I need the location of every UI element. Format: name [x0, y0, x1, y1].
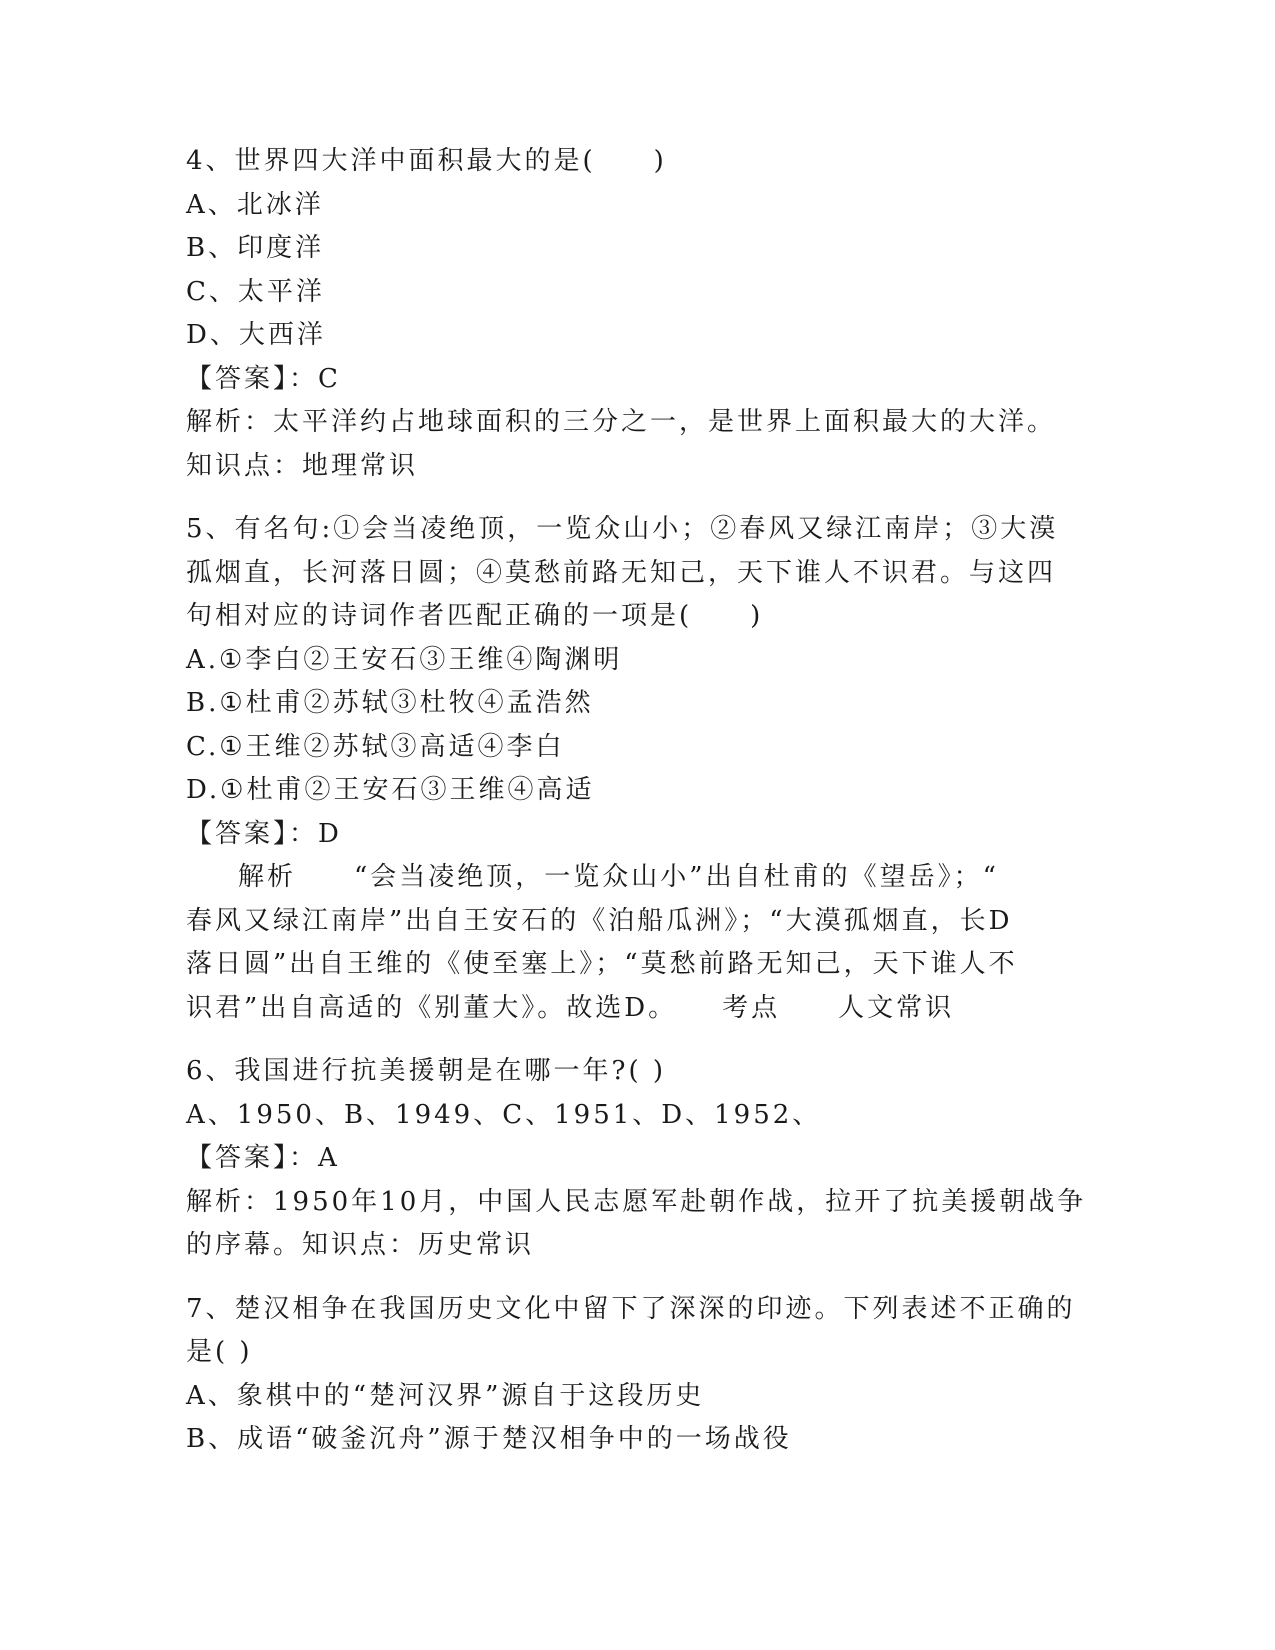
option-a: A、象棋中的“楚河汉界”源自于这段历史: [186, 1380, 705, 1411]
option-d: D.①杜甫②王安石③王维④高适: [186, 775, 595, 805]
answer: 【答案】：D: [186, 818, 342, 849]
question-5: [186, 508, 1086, 1030]
explanation-line: 的序幕。知识点：历史常识: [186, 1230, 535, 1260]
explanation-line: 落日圆”出自王维的《使至塞上》；“莫愁前路无知己，天下谁人不: [186, 949, 1018, 979]
question-stem: 6、我国进行抗美援朝是在哪一年?( ): [186, 1056, 667, 1086]
document-page: [186, 140, 1086, 1462]
knowledge-point: 知识点：地理常识: [186, 450, 419, 481]
explanation-line: 识君”出自高适的《别董大》。故选D。 考点 人文常识: [186, 992, 955, 1023]
explanation-line: 春风又绿江南岸”出自王安石的《泊船瓜洲》；“大漠孤烟直，长D: [186, 905, 1013, 936]
option-a: A.①李白②王安石③王维④陶渊明: [186, 644, 623, 675]
explanation-line: 解析 “会当凌绝顶，一览众山小”出自杜甫的《望岳》；“: [238, 862, 999, 892]
question-stem: 7、楚汉相争在我国历史文化中留下了深深的印迹。下列表述不正确的: [186, 1293, 1076, 1324]
question-stem: 孤烟直，长河落日圆；④莫愁前路无知己，天下谁人不识君。与这四: [186, 557, 1057, 588]
option-c: C.①王维②苏轼③高适④李白: [186, 731, 565, 762]
option-d: D、大西洋: [186, 320, 326, 350]
answer: 【答案】：A: [186, 1143, 340, 1173]
explanation-line: 解析：1950年10月，中国人民志愿军赴朝作战，拉开了抗美援朝战争: [186, 1186, 1087, 1217]
option-c: C、太平洋: [186, 276, 325, 307]
question-stem: 4、世界四大洋中面积最大的是( ): [186, 146, 667, 176]
question-4: [186, 140, 1086, 488]
explanation-line: 解析：太平洋约占地球面积的三分之一，是世界上面积最大的大洋。: [186, 407, 1057, 437]
option-b: B.①杜甫②苏轼③杜牧④孟浩然: [186, 688, 594, 718]
question-stem: 5、有名句:①会当凌绝顶，一览众山小；②春风又绿江南岸；③大漠: [186, 514, 1059, 544]
answer: 【答案】：C: [186, 363, 341, 394]
question-7: [186, 1288, 1086, 1462]
option-a: A、北冰洋: [186, 189, 324, 220]
option-b: B、印度洋: [186, 233, 325, 263]
options-inline: A、1950、B、1949、C、1951、D、1952、: [186, 1099, 822, 1130]
question-stem: 句相对应的诗词作者匹配正确的一项是( ): [186, 601, 764, 631]
option-b: B、成语“破釜沉舟”源于楚汉相争中的一场战役: [186, 1424, 792, 1454]
question-stem: 是( ): [186, 1337, 253, 1367]
question-6: [186, 1050, 1086, 1268]
